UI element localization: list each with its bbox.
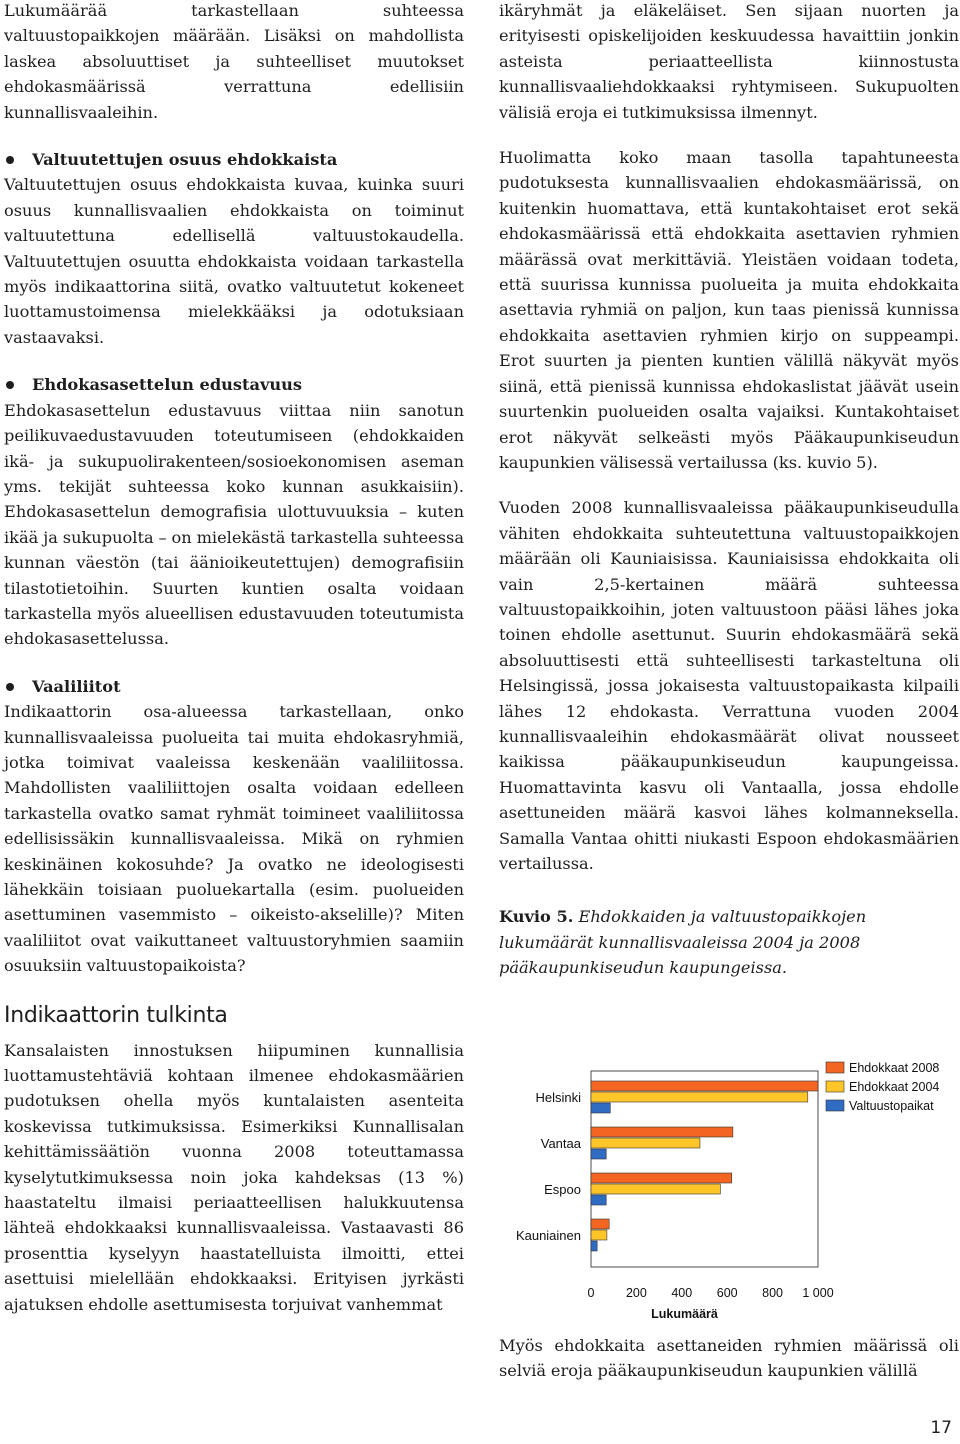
legend-label: Ehdokkaat 2004 (849, 1080, 940, 1094)
caption-label: Kuvio 5. (499, 907, 574, 927)
legend-swatch (826, 1100, 844, 1111)
section-body-edustavuus: Ehdokasasettelun edustavuus viittaa niin sanotun peilikuvaedustavuuden toteutumiseen (ehdokkaiden ikä- ja sukupuolirakenteen/sosioekonomisen aseman yms. tekijät suhteessa koko kunnan asukkaisiin). Ehdokasasettelun demografisia ulottuvuuksia – kuten ikää ja sukupuolta – on mielekästä tarkastella suhteessa kunnan väestön (tai äänioikeutettujen) demografisiin tilastotietoihin. Suurten kuntien osalta voidaan tarkastella myös alueellisen edustavuuden toteutumista ehdokasasettelussa. (4, 400, 464, 649)
x-tick-label: 0 (587, 1286, 595, 1300)
bar-ehdokkaat-2008-espoo (591, 1173, 732, 1183)
left-column (4, 0, 464, 1317)
section-title: Valtuutettujen osuus ehdokkaista (32, 150, 338, 170)
paragraph-3: Vuoden 2008 kunnallisvaaleissa pääkaupunkiseudulla vähiten ehdokkaita suhteutettuna valtuustopaikkojen määrään oli Kauniaisissa. Kauniaisissa ehdokkaita oli vain 2,5-kertainen määrä suhteessa valtuustopaikkoihin, joten valtuustoon pääsi lähes joka toinen ehdolle asettunut. Suurin ehdokasmäärä sekä absoluuttisesti että suhteellisesti tarkasteltuna oli Helsingissä, jossa jokaisesta valtuustopaikasta kilpaili lähes 12 ehdokasta. Verrattuna vuoden 2004 kunnallisvaaleihin ehdokasmäärät olivat nousseet kaikissa pääkaupunkiseudun kaupungeissa. Huomattavinta kasvu oli Vantaalla, jossa ehdolle asettuneiden määrä kasvoi lähes kolmanneksella. Samalla Vantaa ohitti niukasti Espoon ehdokasmäärien vertailussa. (499, 498, 959, 873)
x-tick-label: 800 (762, 1286, 784, 1300)
bar-valtuustopaikat-helsinki (591, 1103, 610, 1113)
x-tick-label: 200 (625, 1286, 647, 1300)
bar-ehdokkaat-2004-kauniainen (591, 1230, 607, 1240)
x-tick-label: 400 (671, 1286, 693, 1300)
right-column (499, 0, 959, 981)
heading-indikaattorin-tulkinta: Indikaattorin tulkinta (4, 1002, 228, 1028)
category-label: Kauniainen (515, 1228, 581, 1243)
section-heading-valtuutetut (4, 147, 464, 172)
x-tick-label: 1 000 (802, 1286, 834, 1300)
bar-valtuustopaikat-vantaa (591, 1149, 606, 1159)
category-label: Helsinki (535, 1090, 581, 1105)
bar-ehdokkaat-2008-helsinki (591, 1081, 818, 1091)
bar-valtuustopaikat-espoo (591, 1195, 606, 1205)
page-number: 17 (930, 1418, 952, 1438)
after-chart-text (499, 1333, 959, 1384)
category-label: Espoo (544, 1182, 581, 1197)
bar-ehdokkaat-2008-kauniainen (591, 1219, 609, 1229)
intro-paragraph: Lukumäärää tarkastellaan suhteessa valtuustopaikkojen määrään. Lisäksi on mahdollista laskea absoluuttiset ja suhteelliset muutokset ehdokasmäärissä verrattuna edellisiin kunnallisvaaleihin. (4, 1, 464, 122)
section-body-vaaliliitot: Indikaattorin osa-alueessa tarkastellaan, onko kunnallisvaaleissa puolueita tai muita ehdokasryhmiä, jotka toimivat vaaleissa keskenään vaaliliitossa. Mahdollisten vaaliliittojen osalta voidaan edelleen tarkastella ovatko samat ryhmät toimineet vaaliliitossa edellisissäkin kunnallisvaaleissa. Mikä on ryhmien keskinäinen kokosuhde? Ja ovatko ne ideologisesti lähekkäin toisiaan puoluekartalla (esim. puolueiden asettuminen vasemmisto – oikeisto-akselille)? Miten vaaliliitot ovat vaikuttaneet valtuustoryhmien saamiin osuuksiin valtuustopaikoista? (4, 702, 464, 976)
bar-ehdokkaat-2004-helsinki (591, 1092, 808, 1102)
category-label: Vantaa (540, 1136, 581, 1151)
paragraph-2: Huolimatta koko maan tasolla tapahtuneesta pudotuksesta kunnallisvaalien ehdokasmäärissä, on kuitenkin huomattava, että kuntakohtaiset erot sekä ehdokasmäärissä että ehdokkaita asettavien ryhmien määrässä ovat merkittäviä. Yleistäen voidaan todeta, että suurissa kunnissa puolueita ja muita ehdokkaita asettavia ryhmiä on paljon, kun taas pienissä kunnissa ehdokkaita asettavien ryhmien kirjo on suppeampi. Erot suurten ja pienten kuntien välillä näkyvät myös siinä, että pienissä kunnissa ehdokaslistat jäävät usein suurtenkin puolueiden osalta vajaiksi. Kuntakohtaiset erot näkyvät selkeästi myös Pääkaupunkiseudun kaupunkien välisessä vertailussa (ks. kuvio 5). (499, 148, 959, 472)
bar-chart (499, 1055, 959, 1320)
bullet-icon (6, 683, 14, 691)
x-axis-label: Lukumäärä (651, 1307, 718, 1320)
legend-label: Valtuustopaikat (849, 1099, 934, 1113)
section-title: Vaaliliitot (32, 676, 121, 696)
legend-swatch (826, 1062, 844, 1073)
paragraph-4: Myös ehdokkaita asettaneiden ryhmien määrissä oli selviä eroja pääkaupunkiseudun kaupunkien välillä (499, 1336, 959, 1381)
bar-ehdokkaat-2004-vantaa (591, 1138, 700, 1148)
x-tick-label: 600 (716, 1286, 738, 1300)
section-body-valtuutetut: Valtuutettujen osuus ehdokkaista kuvaa, kuinka suuri osuus kunnallisvaalien ehdokkaista on toiminut valtuutettuna edellisellä valtuustokaudella. Valtuutettujen osuutta ehdokkaista voidaan tarkastella myös indikaattorina siitä, ovatko valtuutetut kokeneet luottamustoimensa mielekkääksi ja odotuksiaan vastaavaksi. (4, 175, 464, 347)
section-body-tulkinta: Kansalaisten innostuksen hiipuminen kunnallisia luottamustehtäviä kohtaan ilmenee ehdokasmäärien pudotuksen ohella myös kuntalaisten asenteita koskevissa tutkimuksissa. Esimerkiksi Kunnallisalan kehittämissäätiön vuonna 2008 toteuttamassa kyselytutkimuksessa noin joka kahdeksas (13 %) haastateltu ilmaisi periaatteellisen halukkuutensa lähteä ehdokkaaksi kunnallisvaaleissa. Vastaavasti 86 prosenttia kyselyyn haastatelluista ilmoitti, ettei asettuisi mielellään ehdokkaaksi. Erityisen jyrkästi ajatuksen ehdolle asettumisesta torjuivat vanhemmat (4, 1040, 464, 1314)
bullet-icon (6, 156, 14, 164)
bullet-icon (6, 381, 14, 389)
section-heading-edustavuus (4, 372, 464, 397)
section-heading-vaaliliitot (4, 674, 464, 699)
legend-label: Ehdokkaat 2008 (849, 1061, 940, 1075)
caption-text: Ehdokkaiden ja valtuustopaikkojen lukumäärät kunnallisvaaleissa 2004 ja 2008 pääkaupunkiseudun kaupungeissa. (499, 907, 867, 978)
legend-swatch (826, 1081, 844, 1092)
bar-ehdokkaat-2008-vantaa (591, 1127, 733, 1137)
bar-ehdokkaat-2004-espoo (591, 1184, 720, 1194)
section-title: Ehdokasasettelun edustavuus (32, 375, 303, 395)
bar-valtuustopaikat-kauniainen (591, 1241, 597, 1251)
figure-caption (499, 904, 959, 980)
paragraph-1: ikäryhmät ja eläkeläiset. Sen sijaan nuorten ja erityisesti opiskelijoiden keskuudessa havaittiin jonkin asteista periaatteellista kiinnostusta kunnallisvaaliehdokkaaksi ryhtymiseen. Sukupuolten välisiä eroja ei tutkimuksissa ilmennyt. (499, 1, 959, 122)
